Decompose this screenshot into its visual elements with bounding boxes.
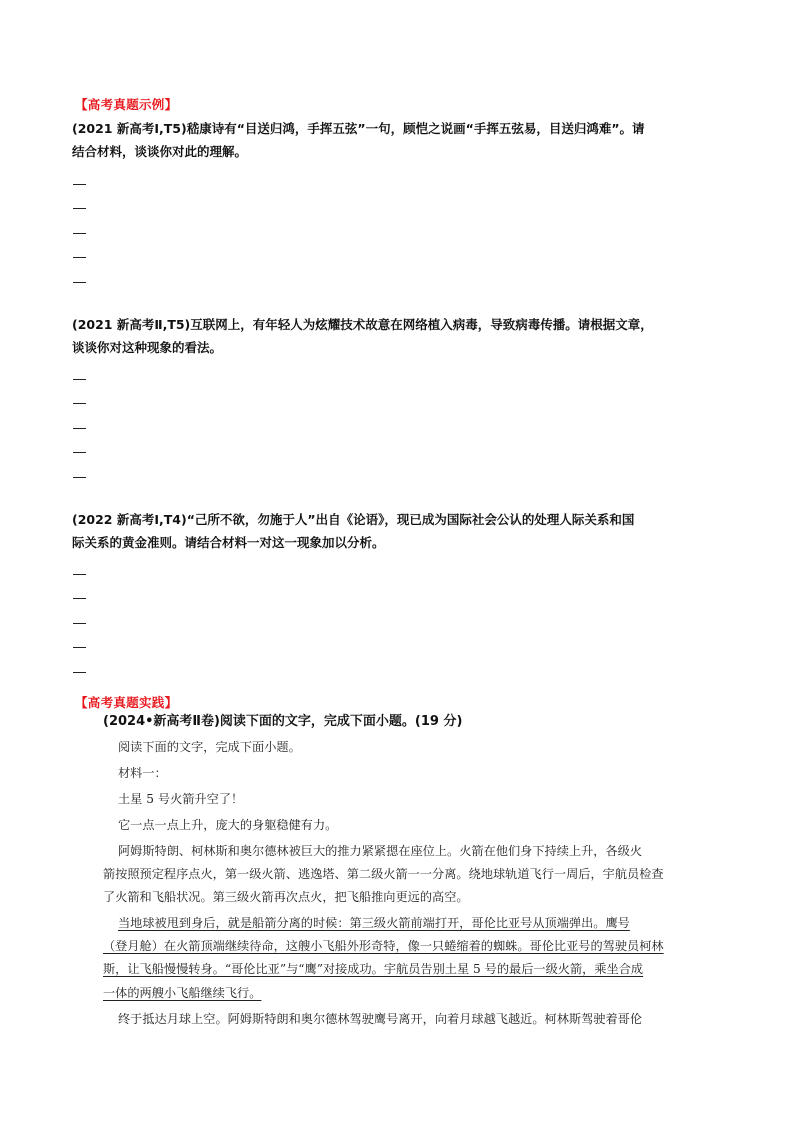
passage-paragraph-3-line-3: 了火箭和飞船状况。第三级火箭再次点火，把飞船推向更远的高空。	[103, 890, 469, 904]
question-1-line-2: 结合材料，谈谈你对此的理解。	[72, 144, 248, 159]
passage-paragraph-4-line-2: （登月舱）在火箭顶端继续待命，这艘小飞船外形奇特，像一只蜷缩着的蜘蛛。哥伦比亚号的驾驶员柯林	[103, 939, 664, 953]
passage-paragraph-4-line-4: 一体的两艘小飞船继续飞行。	[103, 986, 262, 1000]
question-1	[72, 117, 732, 163]
question-3-line-2: 际关系的黄金准则。请结合材料一对这一现象加以分析。	[72, 535, 385, 550]
answer-blank[interactable]	[73, 647, 86, 648]
answer-blank[interactable]	[73, 403, 86, 404]
question-2-line-2: 谈谈你对这种现象的看法。	[72, 340, 223, 355]
question-2-line-1: (2021 新高考Ⅱ,T5)互联网上，有年轻人为炫耀技术故意在网络植入病毒，导致病毒传播。请根据文章，	[72, 317, 653, 332]
passage-paragraph-3-line-1: 阿姆斯特朗、柯林斯和奥尔德林被巨大的推力紧紧摁在座位上。火箭在他们身下持续上升，各级火	[118, 844, 643, 858]
practice-heading: (2024•新高考Ⅱ卷)阅读下面的文字，完成下面小题。(19 分)	[103, 714, 463, 729]
answer-blank[interactable]	[73, 208, 86, 209]
answer-blank[interactable]	[73, 184, 86, 185]
question-2	[72, 313, 732, 359]
answer-blank[interactable]	[73, 452, 86, 453]
passage-paragraph-5-line-1: 终于抵达月球上空。阿姆斯特朗和奥尔德林驾驶鹰号离开，向着月球越飞越近。柯林斯驾驶着哥伦	[118, 1012, 643, 1026]
answer-blank[interactable]	[73, 598, 86, 599]
answer-blank[interactable]	[73, 257, 86, 258]
passage-material-label: 材料一：	[118, 766, 167, 780]
question-3-line-1: (2022 新高考Ⅰ,T4)“己所不欲，勿施于人”出自《论语》，现已成为国际社会公认的处理人际关系和国	[72, 512, 635, 527]
answer-blank[interactable]	[73, 379, 86, 380]
answer-blank[interactable]	[73, 477, 86, 478]
answer-blank[interactable]	[73, 233, 86, 234]
passage-instruction: 阅读下面的文字，完成下面小题。	[118, 740, 301, 754]
passage-paragraph-4-line-3: 斯，让飞船慢慢转身。“哥伦比亚”与“鹰”对接成功。宇航员告别土星 5 号的最后一级火箭，乘坐合成	[103, 962, 644, 976]
answer-blank[interactable]	[73, 623, 86, 624]
passage-paragraph-2: 它一点一点上升，庞大的身躯稳健有力。	[118, 818, 338, 832]
question-3	[72, 508, 732, 554]
passage-paragraph-1: 土星 5 号火箭升空了！	[118, 792, 244, 806]
answer-blank[interactable]	[73, 574, 86, 575]
passage-paragraph-4-line-1: 当地球被甩到身后，就是船箭分离的时候：第三级火箭前端打开，哥伦比亚号从顶端弹出。鹰号	[118, 916, 630, 930]
practice-section-label: 【高考真题实践】	[75, 695, 178, 710]
answer-blank[interactable]	[73, 282, 86, 283]
answer-blank[interactable]	[73, 428, 86, 429]
answer-blank[interactable]	[73, 672, 86, 673]
question-1-line-1: (2021 新高考Ⅰ,T5)嵇康诗有“目送归鸿，手挥五弦”一句，顾恺之说画“手挥五弦易，目送归鸿难”。请	[72, 121, 645, 136]
passage-paragraph-3-line-2: 箭按照预定程序点火，第一级火箭、逃逸塔、第二级火箭一一分离。绕地球轨道飞行一周后，宇航员检查	[103, 867, 664, 881]
examples-section-label: 【高考真题示例】	[75, 97, 178, 112]
